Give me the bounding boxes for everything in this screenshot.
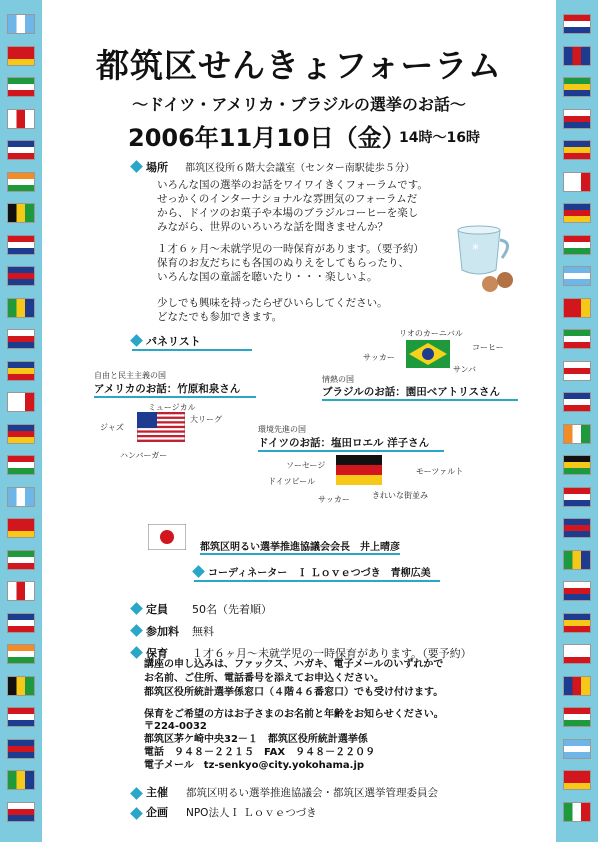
brazil-panelist: ブラジルのお話：園田ベアトリスさん — [322, 384, 518, 401]
germany-flag-icon — [336, 455, 382, 485]
flag-icon — [7, 14, 35, 34]
intro-text: いろんな国の選挙のお話をワイワイきくフォーラムです。 せっかくのインターナショナルな雰囲気のフォーラムだ から、ドイツのお菓子や本場のブラジルコーヒーを楽し みながら、世界のいろいろな話を聞きませんか？ — [157, 179, 428, 233]
flag-icon — [563, 235, 591, 255]
application-info: 講座の申し込みは、ファックス、ハガキ、電子メールのいずれかで お名前、ご住所、電話番号を添えてお申込ください。 都筑区役所統計選挙係窓口（４階４６番窓口）でも受け付けます。 保育をご希望の方はお子さまのお名前と年齢をお知らせください。 — [144, 659, 444, 720]
coffee-cup-icon — [450, 222, 525, 297]
detail-row: 保育 １才６ヶ月～未就学児の一時保育があります。（要予約） — [132, 642, 472, 664]
flag-icon — [7, 518, 35, 538]
usa-word: ハンバーガー — [120, 451, 168, 460]
childcare-note: １才６ヶ月～未就学児の一時保育があります。（要予約） 保育のお友だちにも各国のぬりえをしてもらったり、 いろんな国の童謡を聴いたり・・・楽しいよ。 — [157, 243, 424, 283]
venue-value: 都筑区役所６階大会議室（センター南駅徒歩５分） — [185, 163, 415, 174]
flag-icon — [563, 140, 591, 160]
flag-icon — [7, 329, 35, 349]
phone-fax: 電話 ９４８－２２１５ FAX ９４８－２２０９ — [144, 747, 376, 758]
detail-row: 定員 50名（先着順） — [132, 598, 472, 620]
flag-icon — [563, 329, 591, 349]
germany-word: モーツァルト — [416, 467, 464, 476]
flag-icon — [7, 172, 35, 192]
flag-icon — [563, 424, 591, 444]
flag-icon — [563, 581, 591, 601]
flag-icon — [563, 518, 591, 538]
flag-icon — [563, 739, 591, 759]
flag-icon — [7, 550, 35, 570]
brazil-flag-icon — [406, 340, 450, 368]
flag-icon — [563, 613, 591, 633]
brazil-word: サッカー — [363, 353, 395, 362]
email: 電子メール tz-senkyo@city.yokohama.jp — [144, 760, 365, 771]
venue-row — [132, 156, 415, 175]
page-title: 都筑区せんきょフォーラム — [95, 46, 503, 85]
panelists-heading: パネリスト — [132, 330, 252, 351]
flag-icon — [7, 770, 35, 790]
brazil-tag: 情熱の国 — [322, 375, 354, 384]
planning-row: 企画 NPO法人Ｉ Ｌｏｖｅつづき — [132, 803, 438, 823]
svg-text:*: * — [472, 242, 479, 258]
coordinator-line: コーディネーター Ｉ Ｌｏｖｅつづき 青柳広美 — [194, 561, 440, 582]
flag-icon — [7, 644, 35, 664]
germany-panelist: ドイツのお話：塩田ロエル 洋子さん — [258, 435, 444, 452]
diamond-bullet-icon — [130, 624, 143, 637]
venue-label: 場所 — [146, 161, 168, 174]
flag-icon — [563, 802, 591, 822]
flag-icon — [7, 266, 35, 286]
details-list — [132, 598, 472, 664]
flag-icon — [563, 14, 591, 34]
usa-panelist: アメリカのお話：竹原和泉さん — [94, 381, 256, 398]
diamond-bullet-icon — [130, 602, 143, 615]
usa-word: ジャズ — [100, 423, 124, 432]
usa-flag-icon — [137, 412, 185, 442]
detail-row: 参加料 無料 — [132, 620, 472, 642]
flag-icon — [7, 235, 35, 255]
germany-word: ドイツビール — [268, 477, 316, 486]
diamond-bullet-icon — [130, 787, 143, 800]
flag-icon — [563, 487, 591, 507]
flag-icon — [7, 392, 35, 412]
flag-icon — [563, 392, 591, 412]
host-line: 都筑区明るい選挙推進協議会会長 井上晴彦 — [200, 538, 400, 555]
japan-flag-icon — [148, 524, 186, 550]
flag-icon — [7, 298, 35, 318]
postal-code: 〒224-0032 — [144, 721, 207, 732]
flag-icon — [563, 455, 591, 475]
flag-icon — [7, 581, 35, 601]
flag-icon — [563, 707, 591, 727]
flag-icon — [7, 361, 35, 381]
contact-block — [144, 720, 375, 772]
flag-icon — [7, 676, 35, 696]
flag-icon — [7, 613, 35, 633]
sponsor-row: 主催 都筑区明るい選挙推進協議会・都筑区選挙管理委員会 — [132, 783, 438, 803]
flag-icon — [563, 361, 591, 381]
germany-tag: 環境先進の国 — [258, 425, 306, 434]
event-time: 14時～16時 — [399, 130, 480, 146]
flag-icon — [563, 770, 591, 790]
address: 都筑区茅ケ崎中央32－１ 都筑区役所統計選挙係 — [144, 734, 368, 745]
flag-icon — [563, 298, 591, 318]
flag-icon — [7, 140, 35, 160]
organizer-block — [132, 783, 438, 823]
invite-text: 少しでも興味を持ったらぜひいらしてください。 どなたでも参加できます。 — [157, 297, 388, 323]
diamond-bullet-icon — [130, 646, 143, 659]
brazil-word: コーヒー — [472, 343, 504, 352]
flag-icon — [563, 676, 591, 696]
flag-icon — [7, 203, 35, 223]
flag-icon — [563, 172, 591, 192]
flag-icon — [563, 550, 591, 570]
diamond-bullet-icon — [130, 334, 143, 347]
flag-icon — [7, 487, 35, 507]
usa-word: 大リーグ — [190, 415, 222, 424]
diamond-bullet-icon — [130, 160, 143, 173]
flag-icon — [7, 455, 35, 475]
flag-icon — [7, 424, 35, 444]
flag-icon — [7, 802, 35, 822]
usa-word: ミュージカル — [148, 403, 196, 412]
diamond-bullet-icon — [192, 565, 205, 578]
flag-icon — [7, 707, 35, 727]
flag-icon — [7, 739, 35, 759]
brazil-word: リオのカーニバル — [399, 329, 463, 338]
germany-word: ソーセージ — [286, 461, 326, 470]
brazil-word: サンバ — [453, 365, 477, 374]
germany-word: きれいな街並み — [372, 491, 428, 500]
usa-tag: 自由と民主主義の国 — [94, 371, 166, 380]
flag-icon — [563, 644, 591, 664]
page-subtitle: ～ドイツ・アメリカ・ブラジルの選挙のお話～ — [132, 95, 466, 114]
flag-icon — [563, 203, 591, 223]
diamond-bullet-icon — [130, 807, 143, 820]
germany-word: サッカー — [318, 495, 350, 504]
event-date: 2006年11月10日（金） — [128, 124, 406, 152]
flag-icon — [563, 266, 591, 286]
